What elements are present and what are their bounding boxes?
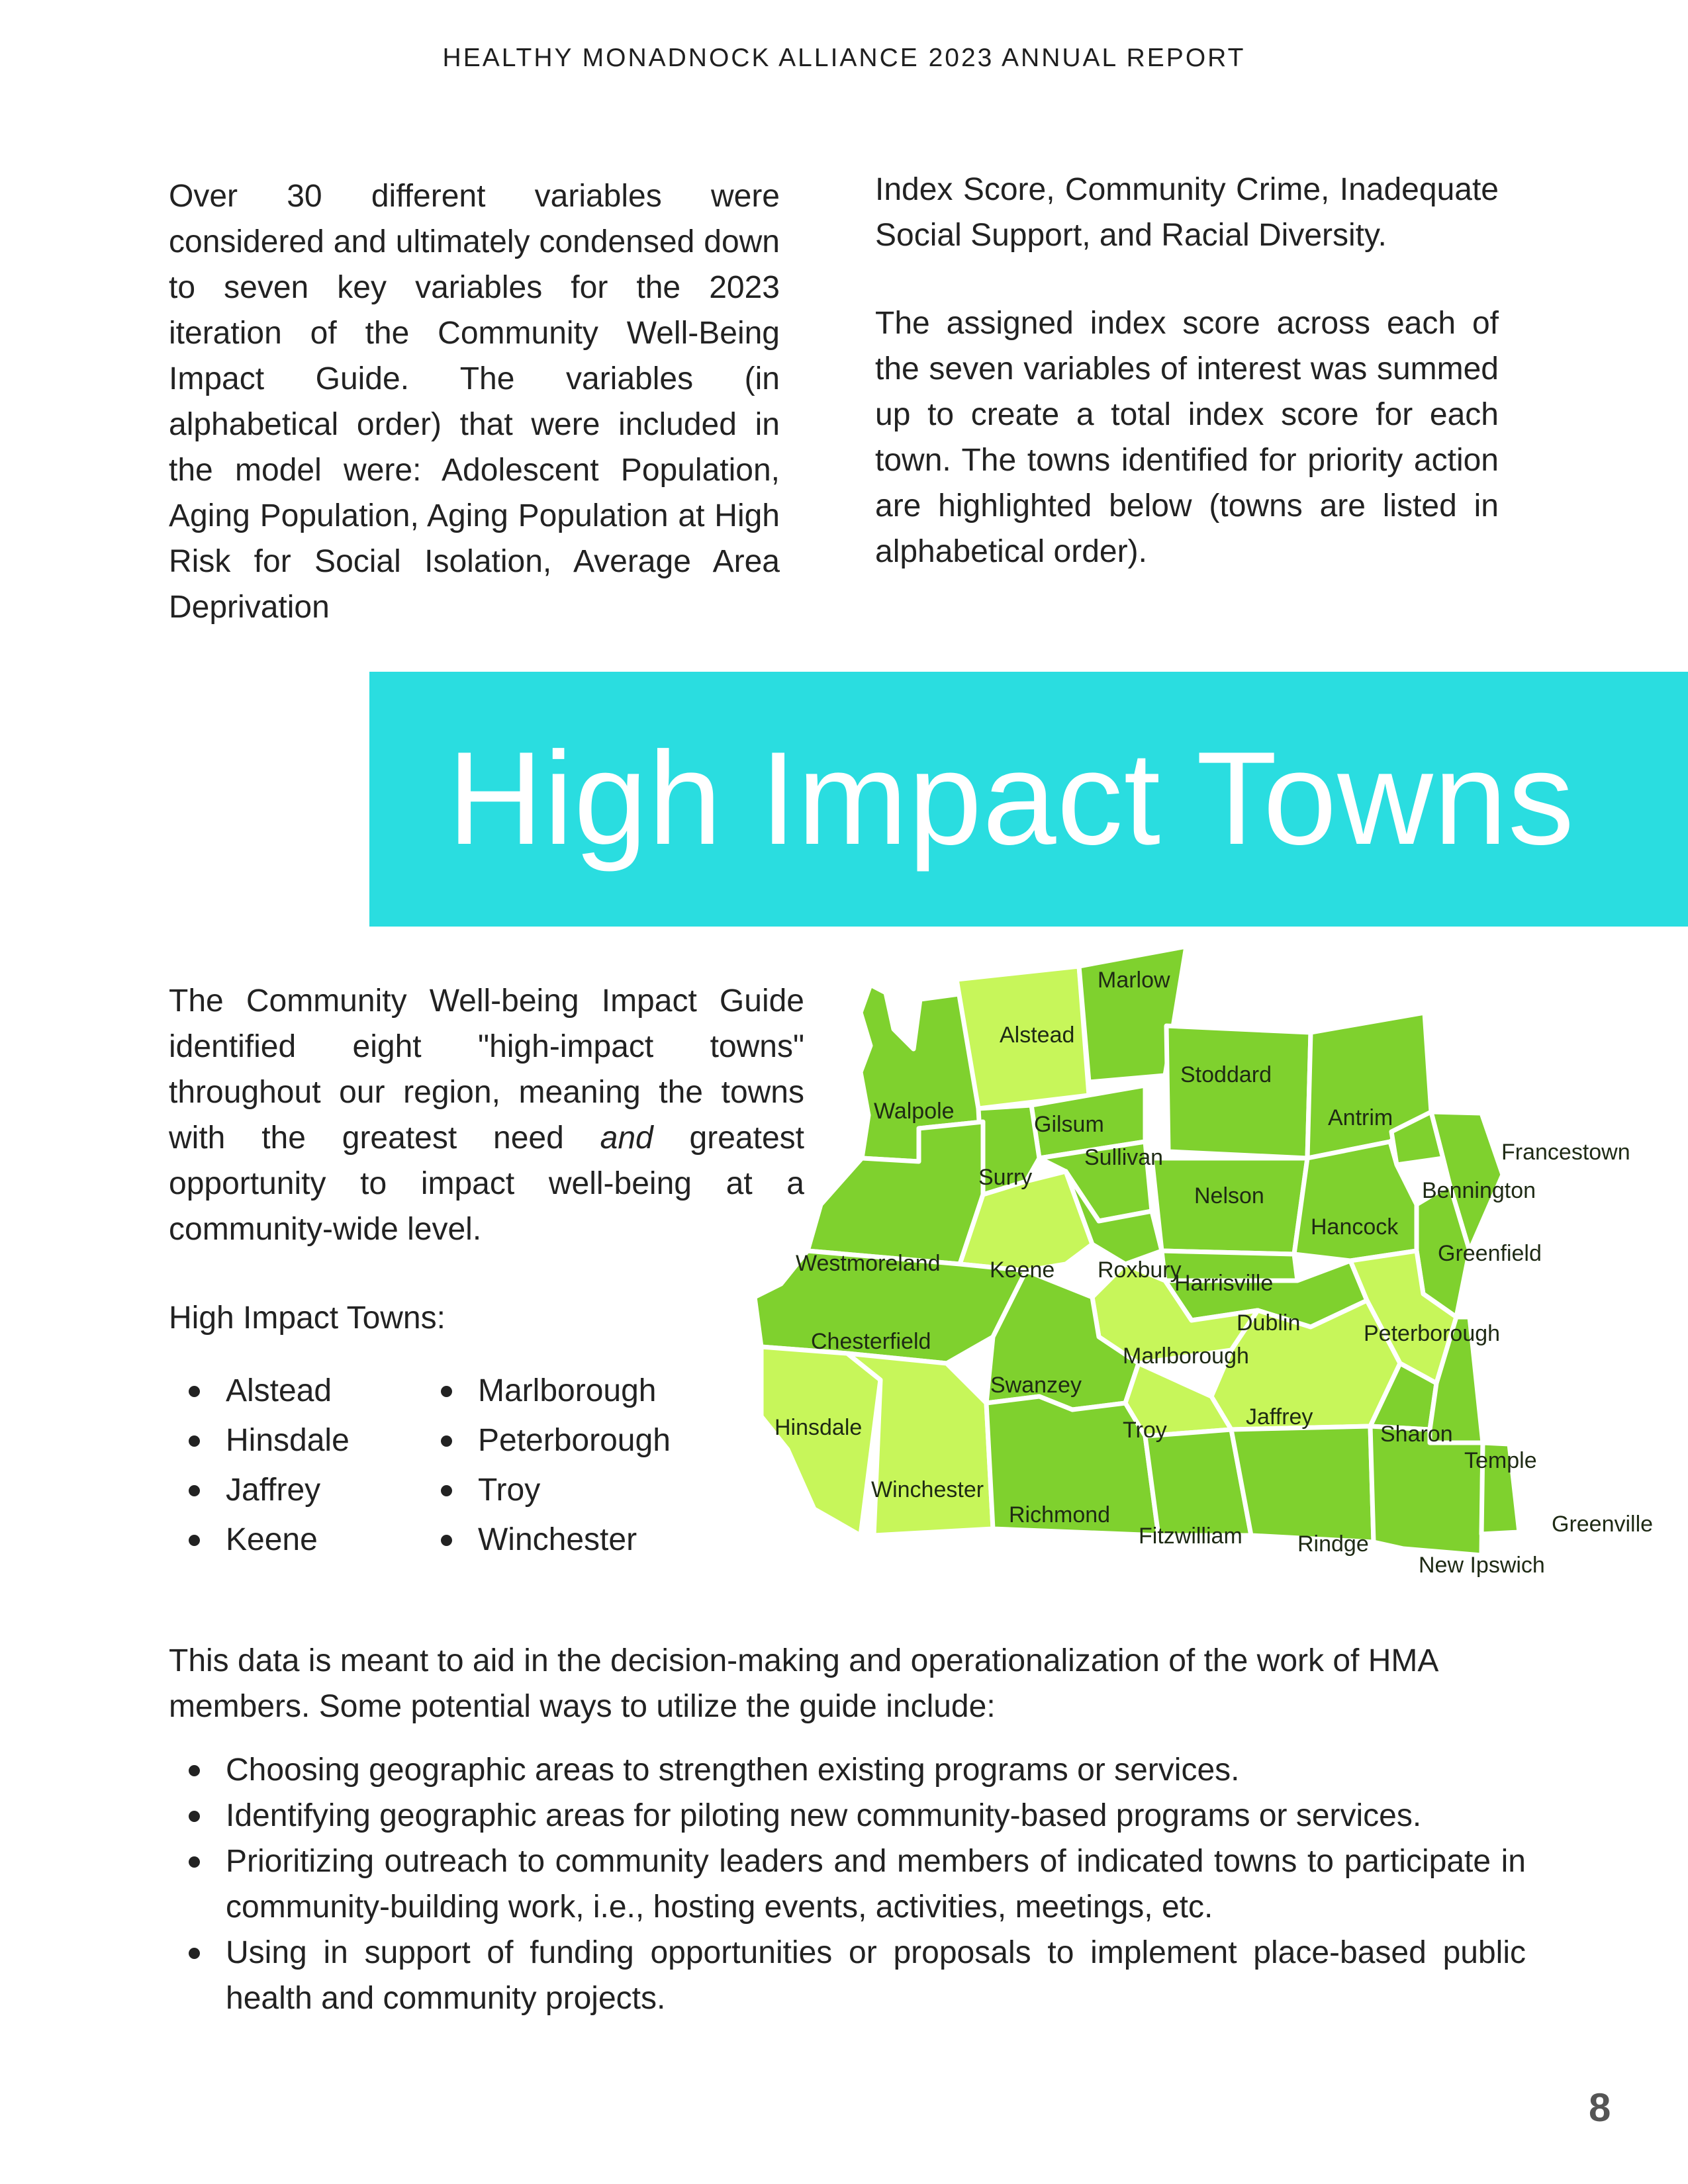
variables-paragraph-continued: Index Score, Community Crime, Inadequate Social Support, and Racial Diversity. (875, 172, 1499, 253)
map-label: Marlow (1098, 968, 1170, 993)
list-item: Choosing geographic areas to strengthen existing programs or services. (169, 1747, 1526, 1793)
map-label: Fitzwilliam (1139, 1524, 1243, 1549)
usage-list (169, 1747, 1526, 2021)
region-map-svg (755, 940, 1668, 1621)
page-number: 8 (1589, 2085, 1611, 2130)
map-label: Rindge (1297, 1531, 1369, 1557)
map-label: Stoddard (1180, 1062, 1272, 1087)
map-label: Antrim (1328, 1105, 1393, 1130)
intro-emphasis: and (600, 1120, 653, 1156)
intro-text-2: greatest opportunity to impact well-being at a community-wide level. (169, 1120, 804, 1247)
map-town-hinsdale (761, 1347, 880, 1535)
map-label: Walpole (874, 1099, 955, 1124)
right-column-text (875, 167, 1499, 574)
map-label: Swanzey (990, 1373, 1082, 1398)
list-item: Jaffrey (169, 1465, 350, 1515)
list-item: Keene (169, 1515, 350, 1565)
intro-text-1: The Community Well-being Impact Guide identified eight "high-impact towns" throughout our region, meaning the towns with the greatest need (169, 983, 804, 1156)
map-label: Alstead (1000, 1023, 1075, 1048)
map-label: Harrisville (1174, 1271, 1274, 1296)
list-item: Using in support of funding opportunities or proposals to implement place-based public health and community projects. (169, 1930, 1526, 2021)
usage-intro: This data is meant to aid in the decision-making and operationalization of the work of HMA members. Some potential ways to utilize the guide include: (169, 1643, 1437, 1724)
left-column-text (169, 173, 780, 630)
list-item: Peterborough (421, 1416, 671, 1465)
map-label: New Ipswich (1419, 1553, 1545, 1578)
map-label: Roxbury (1098, 1257, 1182, 1283)
list-item: Winchester (421, 1515, 671, 1565)
list-item: Identifying geographic areas for piloting new community-based programs or services. (169, 1793, 1526, 1839)
report-header: HEALTHY MONADNOCK ALLIANCE 2023 ANNUAL REPORT (442, 44, 1246, 72)
map-label: Temple (1464, 1448, 1537, 1473)
map-label: Marlborough (1123, 1343, 1249, 1369)
map-label: Greenville (1552, 1512, 1654, 1537)
map-label: Gilsum (1034, 1112, 1104, 1137)
map-label: Hancock (1311, 1214, 1399, 1240)
map-label: Richmond (1009, 1502, 1111, 1527)
list-item: Marlborough (421, 1366, 671, 1416)
index-score-paragraph: The assigned index score across each of the seven variables of interest was summed up to create a total index score for each town. The towns identified for priority action are highlighted below (towns are listed in alphabetical order). (875, 306, 1499, 569)
list-item: Prioritizing outreach to community leaders and members of indicated towns to participate in community-building work, i.e., hosting events, activities, meetings, etc. (169, 1839, 1526, 1930)
intro-paragraph (169, 978, 804, 1252)
map-label: Peterborough (1364, 1321, 1501, 1346)
map-label: Francestown (1501, 1140, 1630, 1165)
map-label: Chesterfield (811, 1329, 931, 1354)
map-label: Sullivan (1084, 1145, 1164, 1170)
map-label: Westmoreland (796, 1251, 941, 1276)
list-item: Hinsdale (169, 1416, 350, 1465)
list-item: Alstead (169, 1366, 350, 1416)
map-label: Troy (1123, 1418, 1167, 1443)
map-label: Surry (978, 1165, 1033, 1190)
map-town-stoddard (1166, 1026, 1311, 1158)
map-label: Dublin (1237, 1310, 1301, 1336)
map-label: Greenfield (1438, 1241, 1542, 1266)
section-title: High Impact Towns (447, 725, 1575, 872)
map-label: Sharon (1380, 1422, 1453, 1447)
map-town-rindge (1231, 1426, 1374, 1542)
map-label: Hinsdale (774, 1415, 863, 1440)
region-map (755, 940, 1668, 1621)
town-list-col1 (169, 1366, 350, 1565)
list-item: Troy (421, 1465, 671, 1515)
map-label: Nelson (1194, 1183, 1264, 1208)
variables-paragraph: Over 30 different variables were considered and ultimately condensed down to seven key variables for the 2023 iteration of the Community Well-Being Impact Guide. The variables (in alphabetical order) that were included in the model were: Adolescent Population, Aging Population, Aging Population at High Risk for Social Isolation, Average Area Deprivation (169, 179, 780, 625)
town-list-col2 (421, 1366, 671, 1565)
map-label: Keene (990, 1257, 1055, 1283)
map-label: Winchester (871, 1477, 984, 1502)
high-impact-title: High Impact Towns: (169, 1300, 445, 1336)
map-label: Bennington (1422, 1178, 1536, 1203)
map-label: Jaffrey (1246, 1404, 1313, 1430)
section-banner (369, 672, 1688, 927)
